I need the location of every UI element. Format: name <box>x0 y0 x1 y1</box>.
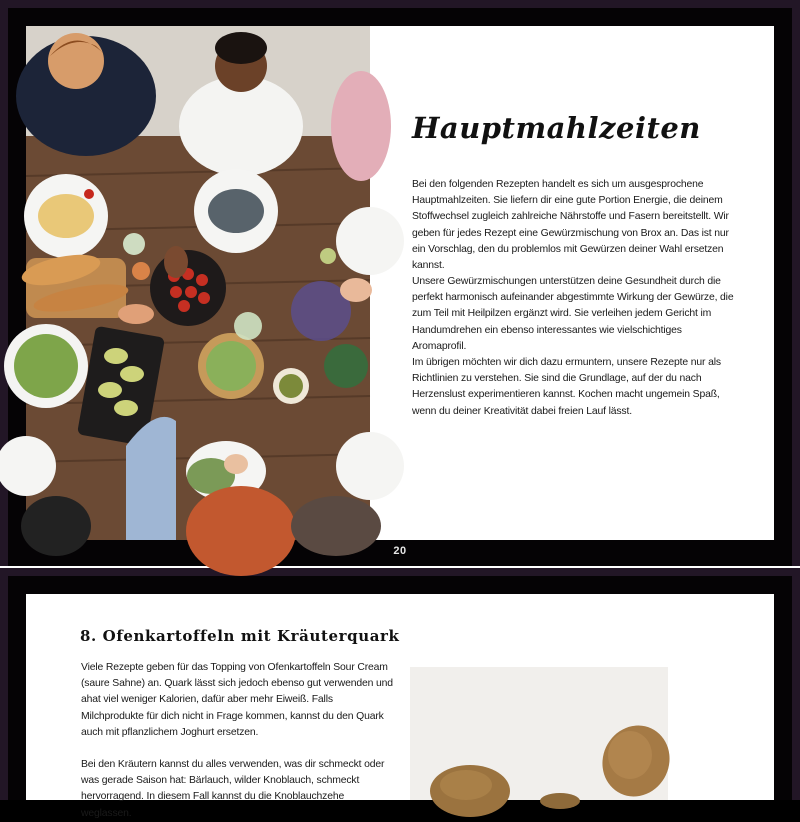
page-separator <box>0 566 800 568</box>
page-title: Hauptmahlzeiten <box>412 111 701 145</box>
recipe-paragraph-2: Bei den Kräutern kannst du alles verwenden, was dir schmeckt oder was gerade Saison hat: Bärlauch, wilder Knoblauch, schmeckt hervorragend. In diesem Fall kannst du die Knoblauchzehe weglassen. <box>81 759 385 819</box>
page-21 <box>26 594 774 819</box>
recipe-title: 8. Ofenkartoffeln mit Kräuterquark <box>80 627 400 645</box>
page-number: 20 <box>393 545 407 557</box>
intro-paragraph-1: Bei den folgenden Rezepten handelt es sich um ausgesprochene Hauptmahlzeiten. Sie liefern dir eine gute Portion Energie, die deinem Stoffwechsel zugleich zahlreiche Nährstoffe und Fasern bereitstellt. Wir geben für jedes Rezept eine Gewürzmischung von Brox an. Das ist nur ein Vorschlag, den du problemlos mit Gewürzen deiner Wahl ersetzen kannst. <box>412 179 729 272</box>
potato-photo <box>410 667 668 800</box>
page-20 <box>26 26 774 540</box>
intro-paragraph-2: Unsere Gewürzmischungen unterstützen deine Gesundheit durch die perfekt harmonisch aufeinander abgestimmte Wirkung der Gewürze, die zum Teil mit Heilpilzen ergänzt wird. Sie verleihen jedem Gericht im Handumdrehen ein ebenso interessantes wie vielschichtiges Aromaprofil. <box>412 276 734 352</box>
dinner-table-photo <box>26 26 370 540</box>
intro-paragraph-3: Im übrigen möchten wir dich dazu ermuntern, unsere Rezepte nur als Richtlinien zu verstehen. Sie sind die Grundlage, auf der du nach Herzenslust experimentieren kannst. Kochen macht ungemein Spaß, wenn du deiner Kreativität dabei freien Lauf lässt. <box>412 357 721 417</box>
recipe-paragraph-1: Viele Rezepte geben für das Topping von Ofenkartoffeln Sour Cream (saure Sahne) an. Quark lässt sich jedoch ebenso gut verwenden und ahat viel weniger Kalorien, dafür aber mehr Eiweiß. Falls Milchprodukte für dich nicht in Frage kommen, kannst du den Quark auch mit pflanzlichem Joghurt ersetzen. <box>81 662 393 738</box>
intro-text-block <box>412 26 742 540</box>
